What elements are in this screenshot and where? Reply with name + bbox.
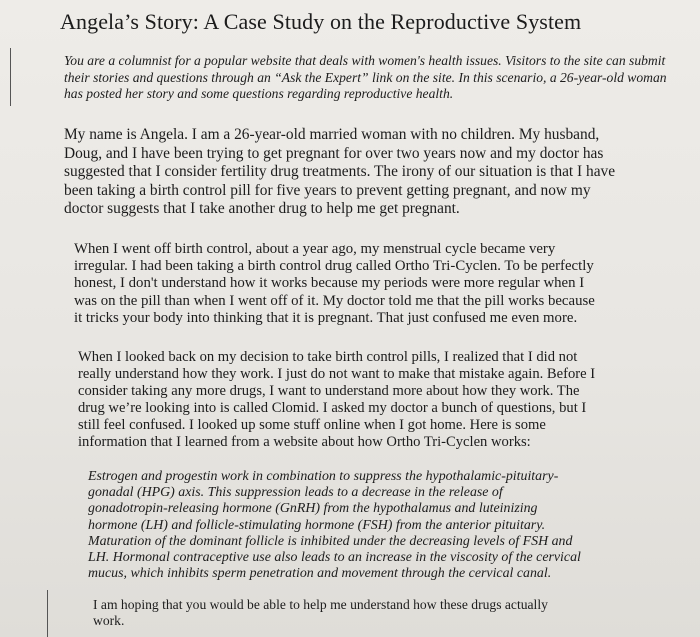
story-paragraph-1: My name is Angela. I am a 26-year-old married woman with no children. My husband, Doug, and I have been trying to get pregnant for over two years now and my doctor has suggested that I consider fertility drug treatments. The irony of our situation is that I have been taking a birth control pill for five years to prevent getting pregnant, and now my doctor suggests that I take another drug to help me get pregnant. [64,126,616,218]
intro-paragraph: You are a columnist for a popular website that deals with women's health issues. Visitors to the site can submit their stories and questions through an “Ask the Expert” link on the site. In this scenario, a 26-year-old woman has posted her story and some questions regarding reproductive health. [64,53,667,101]
closing-paragraph: I am hoping that you would be able to help me understand how these drugs actually work. [93,597,548,628]
quoted-info-paragraph: Estrogen and progestin work in combination to suppress the hypothalamic-pituitary- gonadal (HPG) axis. This suppression leads to a decrease in the release of gonadotropin-releasing hormone (GnRH) from the hypothalamus and luteinizing hormone (LH) and follicle-stimulating hormone (FSH) from the anterior pituitary. Maturation of the dominant follicle is inhibited under the decreasing levels of FSH and LH. Hormonal contraceptive use also leads to an increase in the viscosity of the cervical mucus, which inhibits sperm penetration and movement through the cervical canal. [88,469,581,582]
story-paragraph-2: When I went off birth control, about a year ago, my menstrual cycle became very irregular. I had been taking a birth control drug called Ortho Tri-Cyclen. To be perfectly honest, I don't understand how it works because my periods were more regular when I was on the pill than when I went off of it. My doctor told me that the pill works because it tricks your body into thinking that it is pregnant. That just confused me even more. [74,241,595,326]
margin-line-top [10,48,11,106]
margin-line-bottom [47,590,48,637]
document-title: Angela’s Story: A Case Study on the Reproductive System [60,9,582,34]
story-paragraph-3: When I looked back on my decision to take birth control pills, I realized that I did not really understand how they work. I just do not want to make that mistake again. Before I consider taking any more drugs, I want to understand more about how they work. The drug we’re looking into is called Clomid. I asked my doctor a bunch of questions, but I still feel confused. I looked up some stuff online when I got home. Here is some information that I learned from a website about how Ortho Tri-Cyclen works: [78,349,596,450]
